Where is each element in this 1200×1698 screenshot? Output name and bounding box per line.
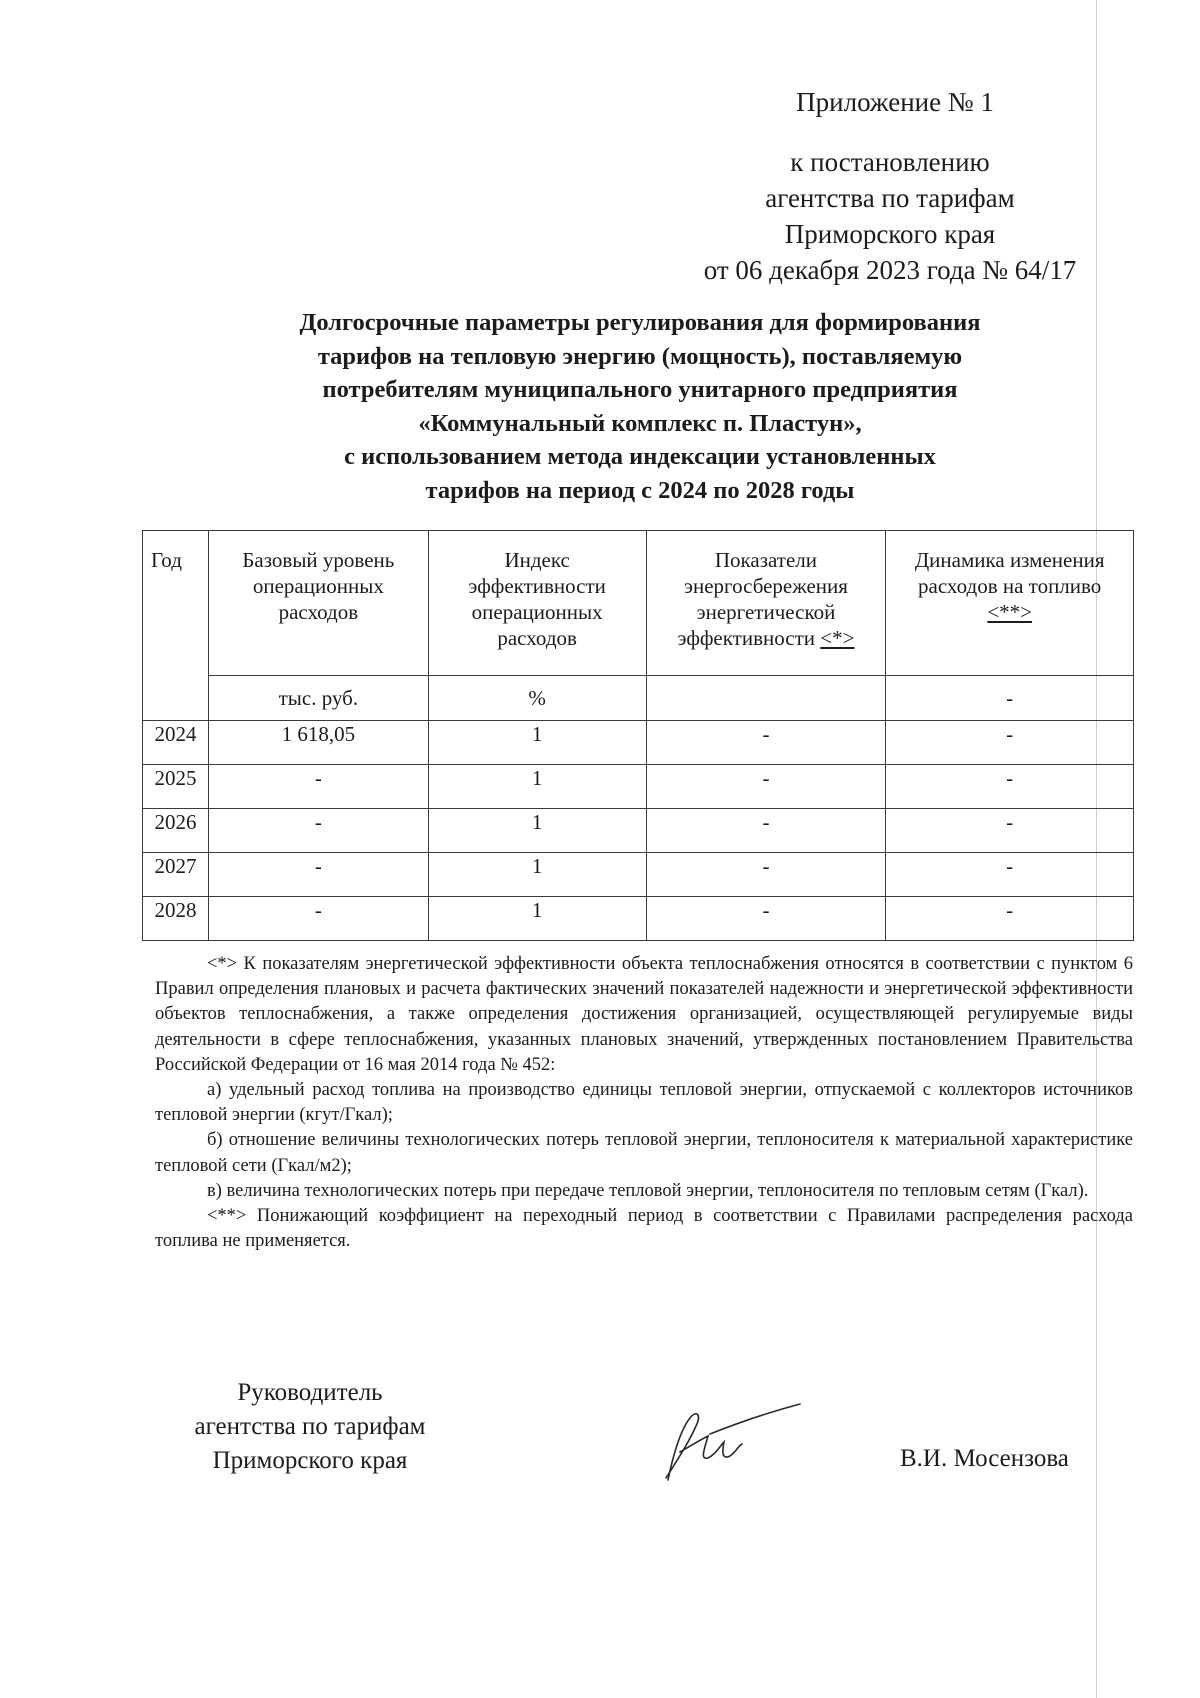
cell-index: 1 [428, 809, 646, 853]
header-base-level: Базовый уровень операционных расходов [208, 531, 428, 676]
table-row [143, 721, 1134, 765]
unit-base: тыс. руб. [208, 676, 428, 721]
cell-year: 2025 [143, 765, 209, 809]
header-energy-text: Показатели энергосбережения энергетической эффективности [677, 548, 848, 650]
cell-fuel: - [886, 809, 1134, 853]
footnotes [155, 952, 1133, 1254]
table-row [143, 765, 1134, 809]
appendix-title: Приложение № 1 [796, 87, 994, 117]
cell-energy: - [646, 721, 886, 765]
unit-index: % [428, 676, 646, 721]
footnote-item-b: б) отношение величины технологических потерь тепловой энергии, теплоносителя к материальной характеристике тепловой сети (Гкал/м2); [155, 1130, 1133, 1176]
signatory-line: Приморского края [212, 1447, 408, 1474]
table-row [143, 897, 1134, 941]
footnote-item-a: а) удельный расход топлива на производство единицы тепловой энергии, отпускаемой с коллекторов источников тепловой энергии (кгут/Гкал); [155, 1080, 1133, 1126]
footnote-2: <**> Понижающий коэффициент на переходный период в соответствии с Правилами распределения расхода топлива не применяется. [155, 1206, 1133, 1252]
cell-index: 1 [428, 853, 646, 897]
table-row [143, 809, 1134, 853]
cell-year: 2028 [143, 897, 209, 941]
cell-index: 1 [428, 765, 646, 809]
cell-fuel: - [886, 721, 1134, 765]
heading-line: потребителям муниципального унитарного предприятия [322, 376, 958, 403]
heading-line: Долгосрочные параметры регулирования для формирования [299, 309, 981, 336]
handwritten-signature [650, 1400, 810, 1490]
footnote-ref-1: <*> [820, 626, 855, 650]
header-year: Год [143, 531, 209, 721]
cell-base: 1 618,05 [208, 721, 428, 765]
cell-index: 1 [428, 897, 646, 941]
signatory-line: Руководитель [237, 1379, 383, 1406]
signatory-line: агентства по тарифам [194, 1413, 426, 1440]
appendix-line: агентства по тарифам [765, 183, 1015, 213]
heading-line: «Коммунальный комплекс п. Пластун», [418, 409, 862, 437]
cell-year: 2027 [143, 853, 209, 897]
cell-energy: - [646, 897, 886, 941]
footnote-ref-2: <**> [987, 600, 1033, 624]
footnote-1: <*> К показателям энергетической эффективности объекта теплоснабжения относятся в соответствии с пунктом 6 Правил определения плановых и расчета фактических значений показателей надежности и энергетической эффективности объектов теплоснабжения, а также определения достижения организацией, осуществляющей регулируемые виды деятельности в сфере теплоснабжения, указанных плановых значений, утвержденных постановлением Правительства Российской Федерации от 16 мая 2014 года № 452: [155, 954, 1133, 1075]
unit-fuel: - [886, 676, 1134, 721]
appendix-block [700, 84, 1080, 288]
cell-energy: - [646, 853, 886, 897]
cell-year: 2024 [143, 721, 209, 765]
cell-base: - [208, 765, 428, 809]
cell-base: - [208, 897, 428, 941]
header-efficiency-index: Индекс эффективности операционных расходов [428, 531, 646, 676]
header-fuel-dynamics [886, 531, 1134, 676]
cell-index: 1 [428, 721, 646, 765]
appendix-line: к постановлению [790, 147, 990, 177]
table-header-row [143, 531, 1134, 676]
signatory-title [160, 1376, 460, 1478]
cell-energy: - [646, 809, 886, 853]
cell-energy: - [646, 765, 886, 809]
unit-energy [646, 676, 886, 721]
header-energy-saving [646, 531, 886, 676]
parameters-table [142, 530, 1134, 941]
table-units-row [143, 676, 1134, 721]
cell-fuel: - [886, 897, 1134, 941]
cell-fuel: - [886, 853, 1134, 897]
cell-fuel: - [886, 765, 1134, 809]
heading-line: с использованием метода индексации установленных [344, 443, 936, 470]
table-row [143, 853, 1134, 897]
footnote-item-c: в) величина технологических потерь при передаче тепловой энергии, теплоносителя по тепловым сетям (Гкал). [207, 1180, 1089, 1201]
signatory-name: В.И. Мосензова [900, 1445, 1069, 1472]
header-fuel-text: Динамика изменения расходов на топливо [914, 548, 1105, 598]
appendix-line: Приморского края [784, 219, 996, 249]
cell-year: 2026 [143, 809, 209, 853]
heading-line: тарифов на период с 2024 по 2028 годы [425, 476, 855, 504]
cell-base: - [208, 853, 428, 897]
cell-base: - [208, 809, 428, 853]
document-heading [130, 306, 1150, 507]
heading-line: тарифов на тепловую энергию (мощность), поставляемую [317, 342, 963, 370]
appendix-line: от 06 декабря 2023 года № 64/17 [703, 255, 1077, 285]
